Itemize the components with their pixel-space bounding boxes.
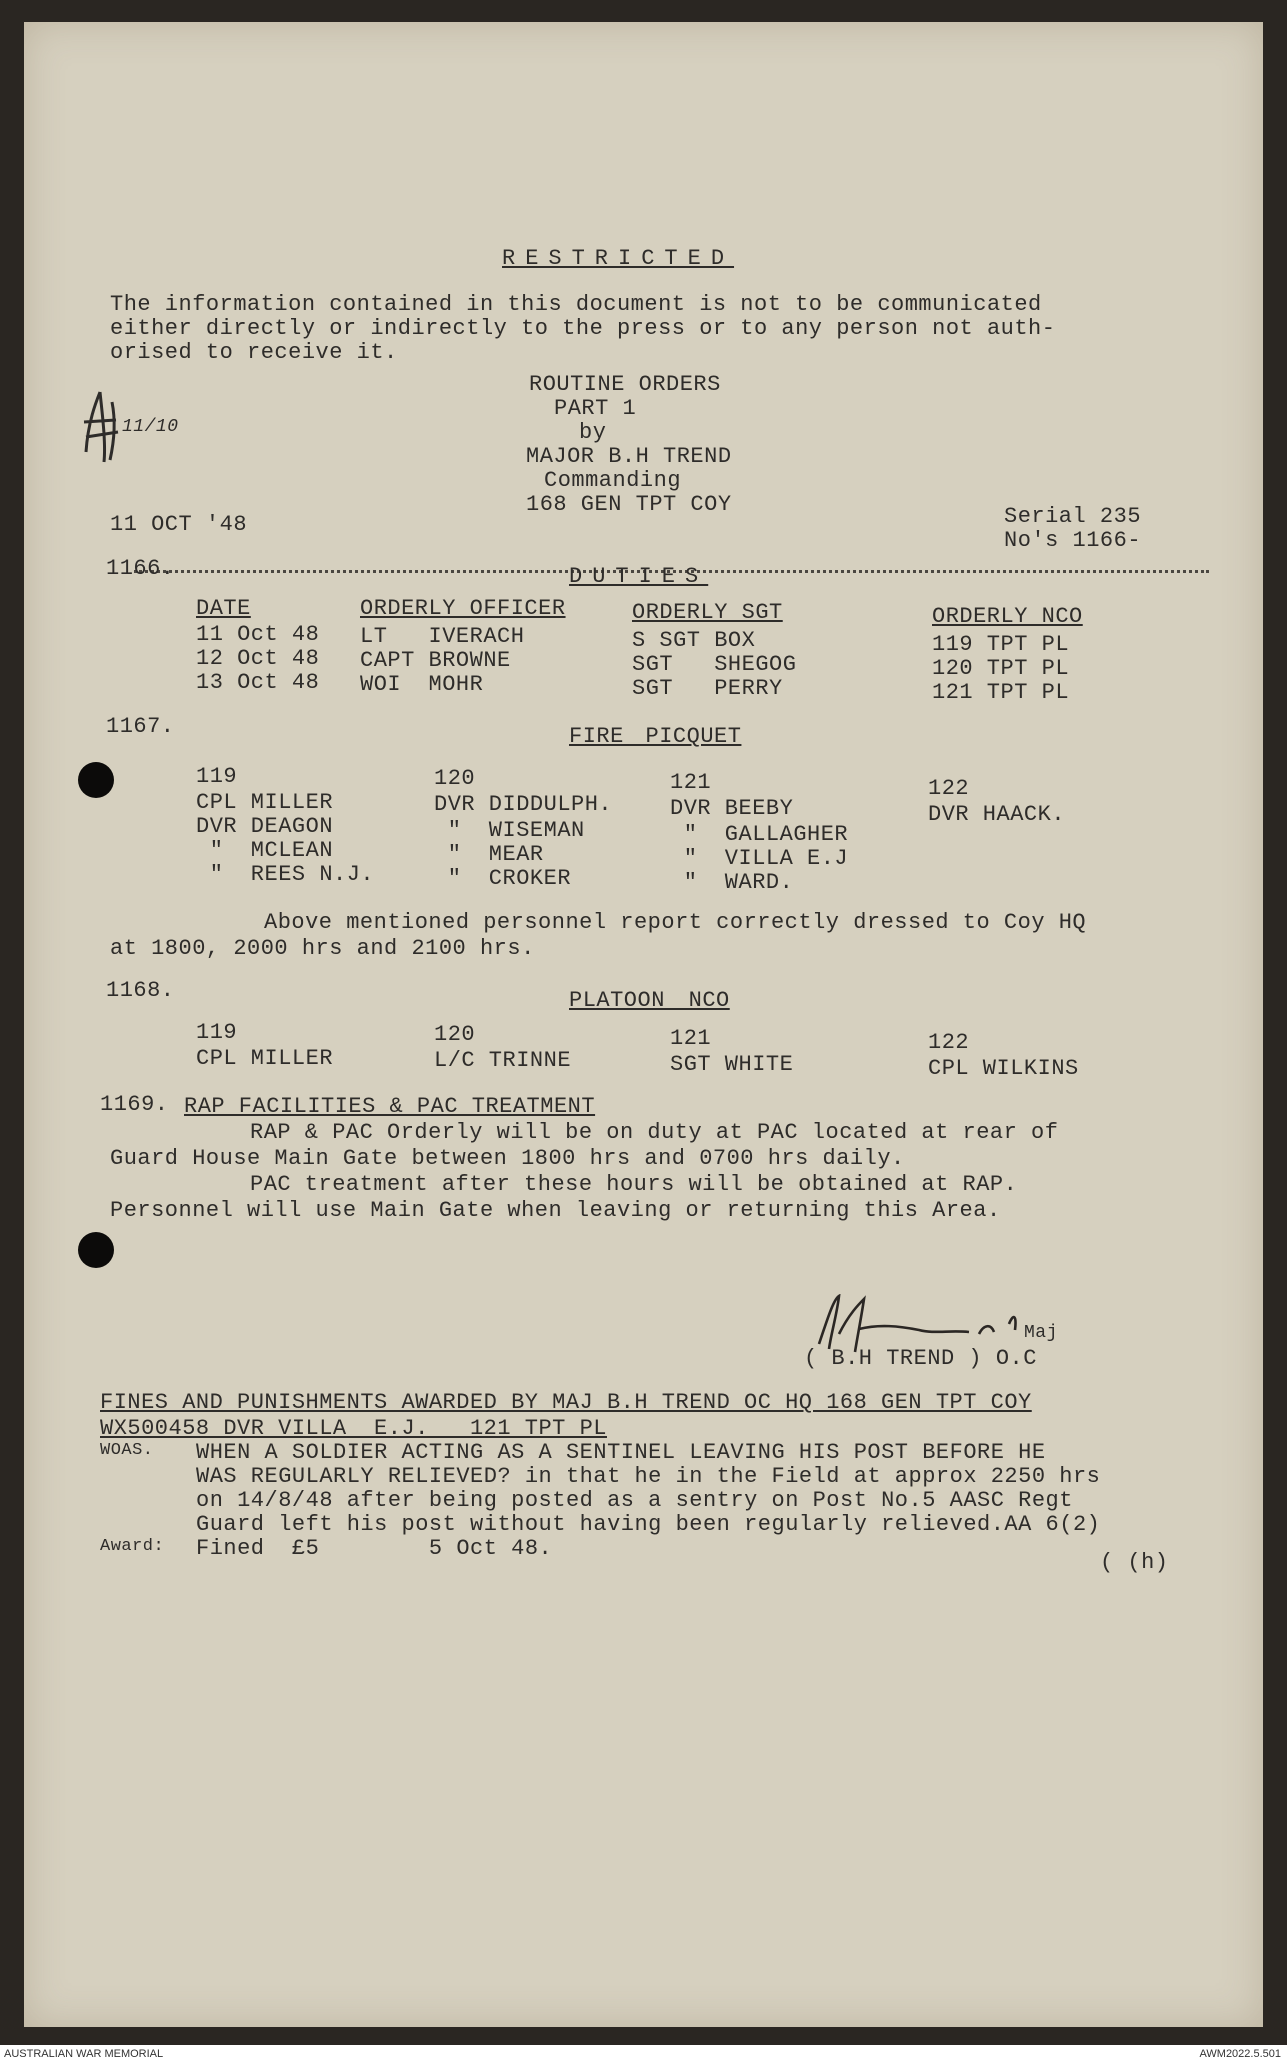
duty-sgt-3: SGT PERRY	[632, 676, 783, 701]
col-header-sgt: ORDERLY SGT	[632, 600, 783, 625]
duties-heading: DUTIES	[569, 564, 709, 589]
charge-label: WOAS.	[100, 1441, 154, 1460]
serial-number: Serial 235	[1004, 504, 1142, 529]
notice-line-2: either directly or indirectly to the press or to any person not auth-	[110, 316, 1056, 341]
picquet-member: DVR DIDDULPH.	[434, 792, 613, 817]
charge-line-1: WHEN A SOLDIER ACTING AS A SENTINEL LEAVING HIS POST BEFORE HE	[196, 1440, 1046, 1465]
title-line-2: PART 1	[554, 396, 637, 421]
picquet-member: DVR DEAGON	[196, 814, 334, 839]
signature-name: ( B.H TREND ) O.C	[804, 1346, 1037, 1371]
rap-line-4: Personnel will use Main Gate when leaving or returning this Area.	[110, 1198, 1001, 1223]
duty-sgt-1: S SGT BOX	[632, 628, 756, 653]
picquet-platoon-119: 119	[196, 764, 238, 789]
rap-heading: RAP FACILITIES & PAC TREATMENT	[184, 1094, 596, 1119]
duty-nco-3: 121 TPT PL	[932, 680, 1070, 705]
duty-officer-3: WOI MOHR	[360, 672, 484, 697]
picquet-member: " MCLEAN	[196, 838, 334, 863]
fines-heading: FINES AND PUNISHMENTS AWARDED BY MAJ B.H TREND OC HQ 168 GEN TPT COY	[100, 1390, 1032, 1415]
duty-nco-2: 120 TPT PL	[932, 656, 1070, 681]
rap-line-1: RAP & PAC Orderly will be on duty at PAC located at rear of	[250, 1120, 1059, 1145]
rap-line-2: Guard House Main Gate between 1800 hrs and 0700 hrs daily.	[110, 1146, 905, 1171]
title-line-5: Commanding	[544, 468, 682, 493]
document-paper	[24, 22, 1263, 2027]
award-label: Award:	[100, 1537, 165, 1556]
handwritten-date: 11/10	[122, 417, 179, 437]
notice-line-3: orised to receive it.	[110, 340, 398, 365]
picquet-member: " WISEMAN	[434, 818, 585, 843]
nco-name-121: SGT WHITE	[670, 1052, 794, 1077]
picquet-member: " WARD.	[670, 870, 794, 895]
title-line-6: 168 GEN TPT COY	[526, 492, 732, 517]
picquet-member: DVR BEEBY	[670, 796, 794, 821]
picquet-member: DVR HAACK.	[928, 802, 1066, 827]
classification: RESTRICTED	[502, 246, 735, 271]
order-number-1168: 1168.	[106, 978, 175, 1003]
signature-rank: Maj	[1024, 1323, 1058, 1343]
picquet-member: " MEAR	[434, 842, 544, 867]
footer-institution: AUSTRALIAN WAR MEMORIAL	[4, 2048, 164, 2060]
picquet-platoon-121: 121	[670, 770, 712, 795]
duty-date-3: 13 Oct 48	[196, 670, 320, 695]
picquet-platoon-122: 122	[928, 776, 970, 801]
duty-officer-2: CAPT BROWNE	[360, 648, 511, 673]
picquet-note-2: at 1800, 2000 hrs and 2100 hrs.	[110, 936, 535, 961]
order-numbers: No's 1166-	[1004, 528, 1142, 553]
nco-platoon-122: 122	[928, 1030, 970, 1055]
charge-line-4: Guard left his post without having been regularly relieved.AA 6(2)	[196, 1512, 1101, 1537]
picquet-member: " REES N.J.	[196, 862, 375, 887]
notice-line-1: The information contained in this document is not to be communicated	[110, 292, 1042, 317]
punch-hole-top	[78, 762, 114, 798]
duty-nco-1: 119 TPT PL	[932, 632, 1070, 657]
nco-name-122: CPL WILKINS	[928, 1056, 1079, 1081]
col-header-nco: ORDERLY NCO	[932, 604, 1083, 629]
duty-sgt-2: SGT SHEGOG	[632, 652, 797, 677]
punch-hole-bottom	[78, 1232, 114, 1268]
picquet-member: " VILLA E.J	[670, 846, 849, 871]
platoon-nco-heading: PLATOON NCO	[569, 988, 730, 1013]
order-date: 11 OCT '48	[110, 512, 248, 537]
charge-section: ( (h)	[1100, 1550, 1169, 1575]
nco-platoon-121: 121	[670, 1026, 712, 1051]
fire-picquet-heading: FIRE PICQUET	[569, 724, 742, 749]
col-header-officer: ORDERLY OFFICER	[360, 596, 566, 621]
picquet-member: " GALLAGHER	[670, 822, 849, 847]
title-line-4: MAJOR B.H TREND	[526, 444, 732, 469]
charge-line-2: WAS REGULARLY RELIEVED? in that he in the Field at approx 2250 hrs	[196, 1464, 1101, 1489]
picquet-platoon-120: 120	[434, 766, 476, 791]
col-header-date: DATE	[196, 596, 251, 621]
award-value: Fined £5 5 Oct 48.	[196, 1536, 553, 1561]
charge-line-3: on 14/8/48 after being posted as a sentry on Post No.5 AASC Regt	[196, 1488, 1073, 1513]
order-number-1167: 1167.	[106, 714, 175, 739]
order-number-1166: 1166.	[106, 556, 175, 581]
picquet-member: " CROKER	[434, 866, 572, 891]
nco-name-119: CPL MILLER	[196, 1046, 334, 1071]
rap-line-3: PAC treatment after these hours will be obtained at RAP.	[250, 1172, 1018, 1197]
fines-soldier: WX500458 DVR VILLA E.J. 121 TPT PL	[100, 1416, 607, 1441]
picquet-member: CPL MILLER	[196, 790, 334, 815]
footer-accession: AWM2022.5.501	[1199, 2048, 1281, 2060]
nco-name-120: L/C TRINNE	[434, 1048, 572, 1073]
title-line-3: by	[579, 420, 607, 445]
title-line-1: ROUTINE ORDERS	[529, 372, 721, 397]
nco-platoon-119: 119	[196, 1020, 238, 1045]
duty-date-2: 12 Oct 48	[196, 646, 320, 671]
picquet-note-1: Above mentioned personnel report correctly dressed to Coy HQ	[264, 910, 1087, 935]
duty-date-1: 11 Oct 48	[196, 622, 320, 647]
nco-platoon-120: 120	[434, 1022, 476, 1047]
duty-officer-1: LT IVERACH	[360, 624, 525, 649]
order-number-1169: 1169.	[100, 1092, 169, 1117]
